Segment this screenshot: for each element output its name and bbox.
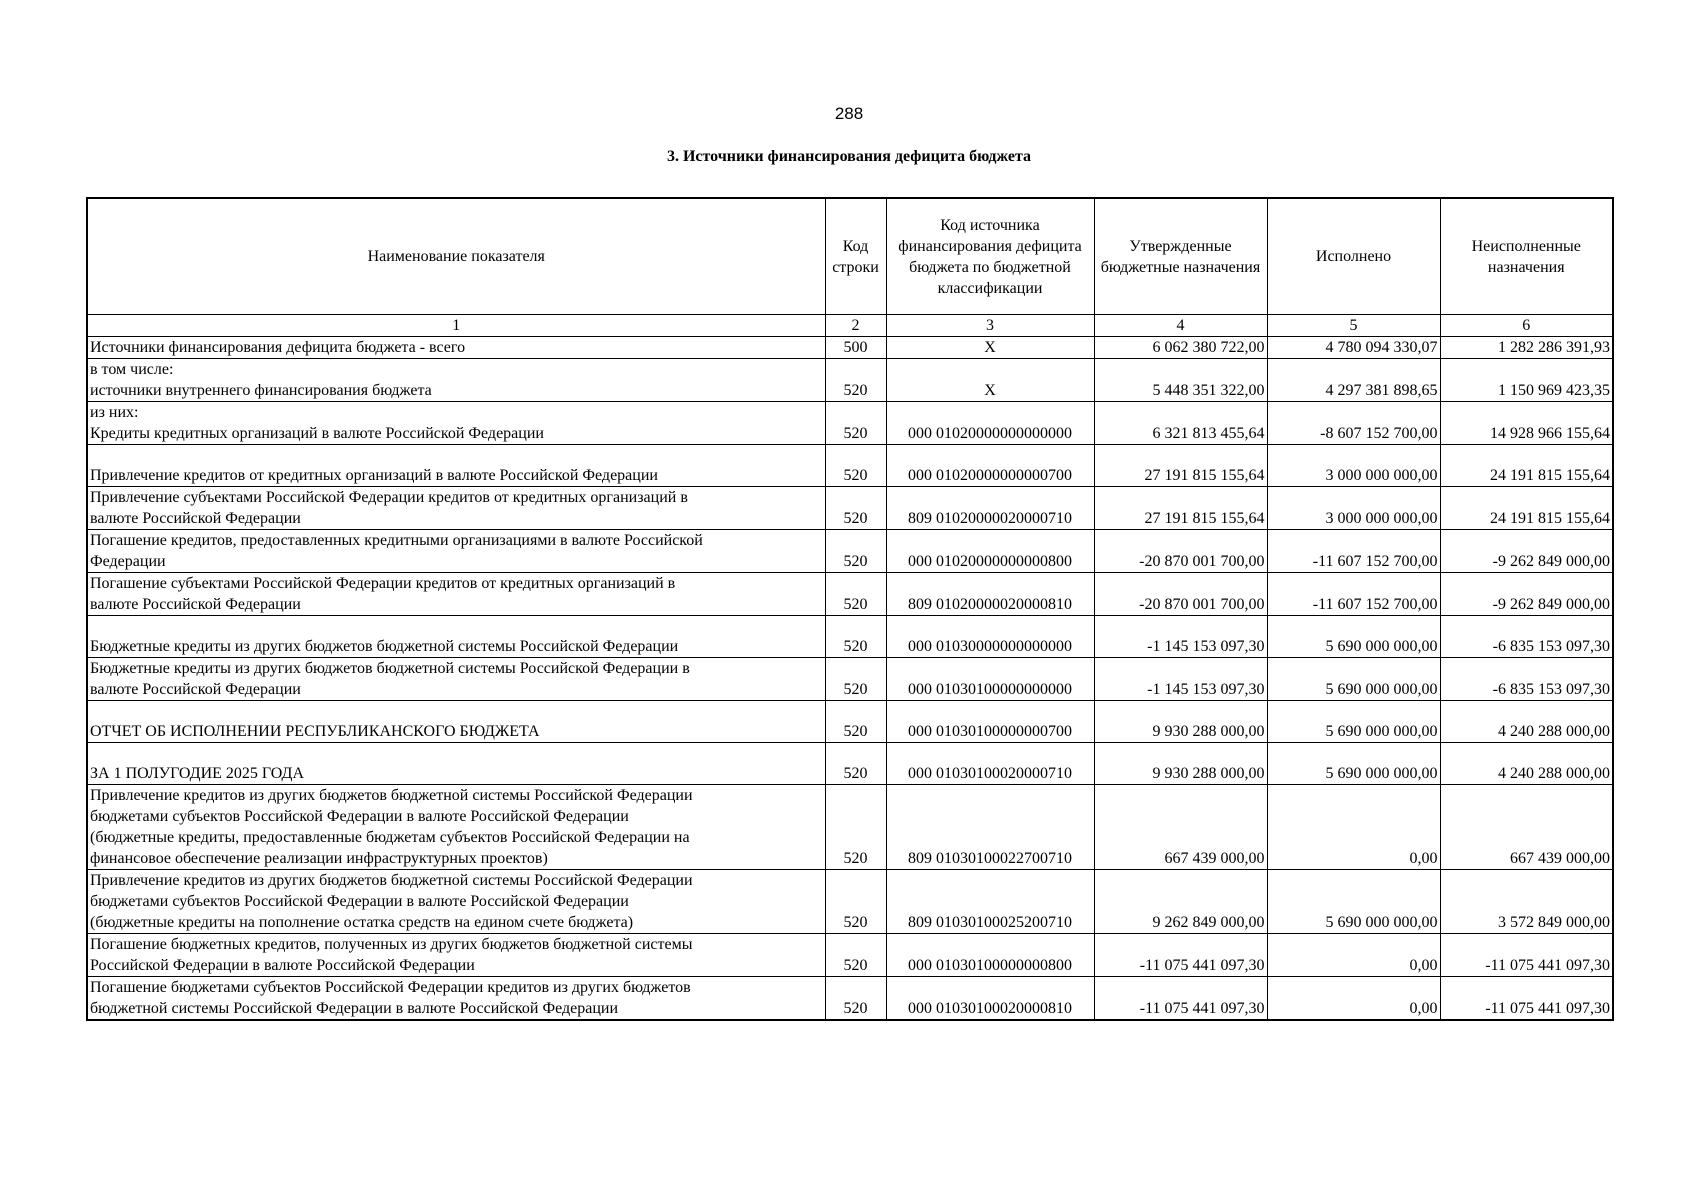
row-name-line: Погашение бюджетных кредитов, полученных из других бюджетов бюджетной системы — [90, 936, 693, 953]
row-name — [87, 402, 825, 445]
row-approved: -11 075 441 097,30 — [1094, 977, 1267, 1021]
row-executed: 5 690 000 000,00 — [1267, 658, 1440, 701]
row-unexecuted: 24 191 815 155,64 — [1440, 487, 1613, 530]
row-approved: -20 870 001 700,00 — [1094, 530, 1267, 573]
row-source-code: 000 01030100020000710 — [886, 743, 1094, 785]
row-name — [87, 573, 825, 616]
table-row — [87, 573, 1613, 616]
row-approved: 6 321 813 455,64 — [1094, 402, 1267, 445]
row-line-code: 520 — [825, 402, 886, 445]
row-name-line: Привлечение кредитов из других бюджетов бюджетной системы Российской Федерации — [90, 872, 693, 889]
row-approved: -1 145 153 097,30 — [1094, 658, 1267, 701]
row-line-code: 520 — [825, 934, 886, 977]
row-approved: -11 075 441 097,30 — [1094, 934, 1267, 977]
section-title: 3. Источники финансирования дефицита бюджета — [666, 148, 1032, 165]
row-name-line: бюджетами субъектов Российской Федерации в валюте Российской Федерации — [90, 808, 629, 825]
row-name — [87, 870, 825, 934]
row-line-code: 520 — [825, 743, 886, 785]
row-source-code: 000 01030000000000000 — [886, 616, 1094, 658]
row-name-line: из них: — [90, 404, 139, 421]
row-name — [87, 445, 825, 487]
row-line-code: 520 — [825, 658, 886, 701]
header-executed: Исполнено — [1267, 198, 1440, 315]
row-approved: 667 439 000,00 — [1094, 785, 1267, 870]
row-unexecuted: 3 572 849 000,00 — [1440, 870, 1613, 934]
row-source-code: 000 01020000000000000 — [886, 402, 1094, 445]
column-number: 3 — [886, 315, 1094, 337]
row-source-code: 000 01020000000000800 — [886, 530, 1094, 573]
row-source-code: 000 01030100000000800 — [886, 934, 1094, 977]
table-body — [87, 337, 1613, 1021]
row-name-line: Погашение кредитов, предоставленных кредитными организациями в валюте Российской — [90, 532, 703, 549]
row-executed: 0,00 — [1267, 785, 1440, 870]
table-row — [87, 445, 1613, 487]
header-unexecuted: Неисполненные назначения — [1440, 198, 1613, 315]
header-approved: Утвержденные бюджетные назначения — [1094, 198, 1267, 315]
row-line-code: 520 — [825, 530, 886, 573]
row-name-line: Бюджетные кредиты из других бюджетов бюджетной системы Российской Федерации — [90, 638, 679, 655]
row-source-code: 000 01030100020000810 — [886, 977, 1094, 1021]
row-executed: 5 690 000 000,00 — [1267, 743, 1440, 785]
row-line-code: 520 — [825, 487, 886, 530]
row-name-line: ЗА 1 ПОЛУГОДИЕ 2025 ГОДА — [90, 765, 304, 782]
row-name-line: валюте Российской Федерации — [90, 596, 301, 613]
row-executed: 5 690 000 000,00 — [1267, 616, 1440, 658]
row-executed: 3 000 000 000,00 — [1267, 487, 1440, 530]
row-source-code: 000 01020000000000700 — [886, 445, 1094, 487]
row-name — [87, 616, 825, 658]
row-unexecuted: -9 262 849 000,00 — [1440, 573, 1613, 616]
row-executed: 5 690 000 000,00 — [1267, 701, 1440, 743]
row-name-line: бюджетами субъектов Российской Федерации в валюте Российской Федерации — [90, 893, 629, 910]
table-row — [87, 359, 1613, 402]
row-name — [87, 785, 825, 870]
row-unexecuted: 4 240 288 000,00 — [1440, 701, 1613, 743]
row-approved: -1 145 153 097,30 — [1094, 616, 1267, 658]
row-executed: -11 607 152 700,00 — [1267, 573, 1440, 616]
row-line-code: 520 — [825, 977, 886, 1021]
row-source-code: X — [886, 337, 1094, 359]
header-source-code: Код источника финансирования дефицита бюджета по бюджетной классификации — [886, 198, 1094, 315]
row-name-line: источники внутреннего финансирования бюджета — [90, 382, 432, 399]
row-executed: 0,00 — [1267, 977, 1440, 1021]
row-name-line: Федерации — [90, 553, 166, 570]
deficit-financing-table — [86, 197, 1614, 1021]
table-row — [87, 530, 1613, 573]
row-line-code: 500 — [825, 337, 886, 359]
row-approved: 27 191 815 155,64 — [1094, 487, 1267, 530]
row-source-code: X — [886, 359, 1094, 402]
row-executed: 4 780 094 330,07 — [1267, 337, 1440, 359]
table-row — [87, 658, 1613, 701]
row-name — [87, 487, 825, 530]
table-row — [87, 870, 1613, 934]
column-number: 1 — [87, 315, 825, 337]
row-line-code: 520 — [825, 359, 886, 402]
row-name-line: валюте Российской Федерации — [90, 510, 301, 527]
column-number: 4 — [1094, 315, 1267, 337]
row-approved: 9 262 849 000,00 — [1094, 870, 1267, 934]
row-name-line: валюте Российской Федерации — [90, 681, 301, 698]
row-line-code: 520 — [825, 785, 886, 870]
row-source-code: 809 01020000020000710 — [886, 487, 1094, 530]
table-row — [87, 337, 1613, 359]
header-line-code: Код строки — [825, 198, 886, 315]
table-row — [87, 402, 1613, 445]
row-approved: 9 930 288 000,00 — [1094, 743, 1267, 785]
row-name — [87, 530, 825, 573]
table-row — [87, 616, 1613, 658]
row-approved: 27 191 815 155,64 — [1094, 445, 1267, 487]
row-name-line: бюджетной системы Российской Федерации в валюте Российской Федерации — [90, 1000, 619, 1017]
row-name-line: Бюджетные кредиты из других бюджетов бюджетной системы Российской Федерации в — [90, 660, 690, 677]
row-name-line: Привлечение кредитов от кредитных организаций в валюте Российской Федерации — [90, 467, 658, 484]
row-source-code: 809 01030100025200710 — [886, 870, 1094, 934]
row-name-line: Привлечение субъектами Российской Федерации кредитов от кредитных организаций в — [90, 489, 688, 506]
row-approved: 9 930 288 000,00 — [1094, 701, 1267, 743]
row-unexecuted: 1 150 969 423,35 — [1440, 359, 1613, 402]
row-name — [87, 701, 825, 743]
row-name-line: (бюджетные кредиты, предоставленные бюджетам субъектов Российской Федерации на — [90, 829, 690, 846]
row-source-code: 000 01030100000000000 — [886, 658, 1094, 701]
row-executed: -11 607 152 700,00 — [1267, 530, 1440, 573]
table-row — [87, 977, 1613, 1021]
row-name-line: в том числе: — [90, 361, 174, 378]
table-row — [87, 785, 1613, 870]
table-row — [87, 487, 1613, 530]
row-name-line: финансовое обеспечение реализации инфраструктурных проектов) — [90, 850, 548, 867]
row-unexecuted: 1 282 286 391,93 — [1440, 337, 1613, 359]
table-row — [87, 743, 1613, 785]
row-executed: 4 297 381 898,65 — [1267, 359, 1440, 402]
row-line-code: 520 — [825, 701, 886, 743]
row-source-code: 809 01030100022700710 — [886, 785, 1094, 870]
row-line-code: 520 — [825, 445, 886, 487]
row-executed: -8 607 152 700,00 — [1267, 402, 1440, 445]
row-approved: -20 870 001 700,00 — [1094, 573, 1267, 616]
row-name-line: Погашение субъектами Российской Федерации кредитов от кредитных организаций в — [90, 575, 676, 592]
row-unexecuted: -9 262 849 000,00 — [1440, 530, 1613, 573]
row-source-code: 809 01020000020000810 — [886, 573, 1094, 616]
row-unexecuted: 4 240 288 000,00 — [1440, 743, 1613, 785]
table-row — [87, 934, 1613, 977]
row-name — [87, 934, 825, 977]
row-name — [87, 359, 825, 402]
column-numbers-row — [87, 315, 1613, 337]
row-name-line: Привлечение кредитов из других бюджетов бюджетной системы Российской Федерации — [90, 787, 693, 804]
row-unexecuted: 667 439 000,00 — [1440, 785, 1613, 870]
row-executed: 5 690 000 000,00 — [1267, 870, 1440, 934]
row-name — [87, 658, 825, 701]
table-header-row — [87, 198, 1613, 315]
row-unexecuted: -6 835 153 097,30 — [1440, 658, 1613, 701]
row-line-code: 520 — [825, 573, 886, 616]
column-number: 6 — [1440, 315, 1613, 337]
row-unexecuted: -11 075 441 097,30 — [1440, 977, 1613, 1021]
row-name-line: ОТЧЕТ ОБ ИСПОЛНЕНИИ РЕСПУБЛИКАНСКОГО БЮДЖЕТА — [90, 723, 540, 740]
row-source-code: 000 01030100000000700 — [886, 701, 1094, 743]
row-name-line: (бюджетные кредиты на пополнение остатка средств на едином счете бюджета) — [90, 914, 634, 931]
page-number: 288 — [834, 104, 864, 123]
column-number: 2 — [825, 315, 886, 337]
header-name: Наименование показателя — [87, 198, 825, 315]
column-number: 5 — [1267, 315, 1440, 337]
row-name-line: Погашение бюджетами субъектов Российской Федерации кредитов из других бюджетов — [90, 979, 691, 996]
row-name-line: Российской Федерации в валюте Российской Федерации — [90, 957, 475, 974]
row-unexecuted: -6 835 153 097,30 — [1440, 616, 1613, 658]
row-line-code: 520 — [825, 870, 886, 934]
table-row — [87, 701, 1613, 743]
row-name — [87, 337, 825, 359]
row-approved: 6 062 380 722,00 — [1094, 337, 1267, 359]
row-name — [87, 743, 825, 785]
row-executed: 0,00 — [1267, 934, 1440, 977]
row-unexecuted: 24 191 815 155,64 — [1440, 445, 1613, 487]
row-unexecuted: 14 928 966 155,64 — [1440, 402, 1613, 445]
row-unexecuted: -11 075 441 097,30 — [1440, 934, 1613, 977]
row-approved: 5 448 351 322,00 — [1094, 359, 1267, 402]
row-executed: 3 000 000 000,00 — [1267, 445, 1440, 487]
row-line-code: 520 — [825, 616, 886, 658]
row-name-line: Кредиты кредитных организаций в валюте Российской Федерации — [90, 425, 544, 442]
row-name-line: Источники финансирования дефицита бюджета - всего — [90, 339, 466, 356]
row-name — [87, 977, 825, 1021]
